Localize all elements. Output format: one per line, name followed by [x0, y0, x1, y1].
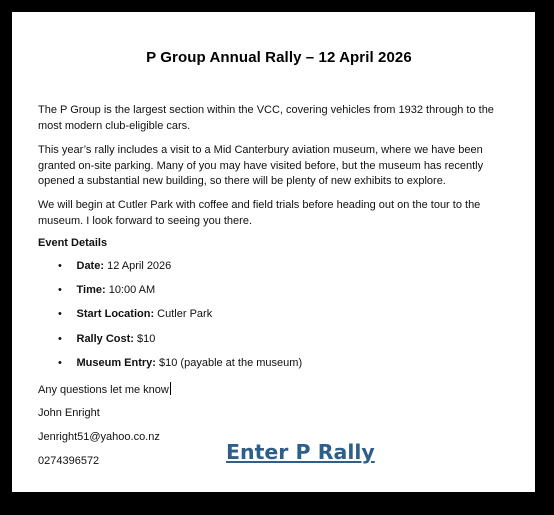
detail-label: Date:: [76, 260, 105, 272]
detail-start-location: [38, 307, 498, 331]
bullet-icon: •: [58, 332, 62, 345]
text-cursor: [170, 382, 171, 395]
bullet-icon: •: [58, 284, 62, 297]
detail-label: Museum Entry:: [76, 356, 156, 369]
closing-text: Any questions let me know: [38, 384, 169, 396]
detail-label: Start Location:: [76, 308, 155, 321]
contact-email: Jenright51@yahoo.co.nz: [38, 431, 160, 443]
detail-rally-cost: [38, 332, 498, 356]
detail-value: 10:00 AM: [105, 284, 156, 297]
detail-time: [38, 283, 498, 307]
detail-museum-entry: [38, 356, 498, 380]
detail-value: 12 April 2026: [104, 260, 172, 272]
detail-value: $10: [133, 332, 156, 345]
intro-paragraph: The P Group is the largest section within the VCC, covering vehicles from 1932 through to the most modern club-eligible cars.: [38, 104, 494, 132]
enter-rally-link[interactable]: Enter P Rally: [226, 440, 375, 464]
museum-paragraph: This year’s rally includes a visit to a Mid Canterbury aviation museum, where we have been granted on-site parking. Many of you may have visited before, but the museum has recently opened a substantial new building, so there will be plenty of new exhibits to explore.: [38, 144, 484, 187]
detail-value: Cutler Park: [154, 308, 213, 321]
detail-label: Time:: [76, 284, 106, 297]
event-details-heading: Event Details: [38, 237, 108, 249]
detail-value: $10 (payable at the museum): [155, 356, 303, 369]
bullet-icon: •: [58, 356, 62, 369]
document-page: [12, 12, 535, 492]
contact-name: John Enright: [38, 407, 100, 419]
closing-line[interactable]: [38, 382, 171, 398]
document-title: P Group Annual Rally – 12 April 2026: [146, 49, 412, 66]
event-details-list: [38, 259, 498, 380]
detail-label: Rally Cost:: [76, 332, 134, 345]
detail-date: [38, 259, 498, 283]
bullet-icon: •: [58, 260, 62, 272]
contact-phone: 0274396572: [38, 455, 100, 467]
bullet-icon: •: [58, 308, 62, 321]
start-paragraph: We will begin at Cutler Park with coffee and field trials before heading out on the tour to the museum. I look forward to seeing you there.: [38, 199, 481, 227]
